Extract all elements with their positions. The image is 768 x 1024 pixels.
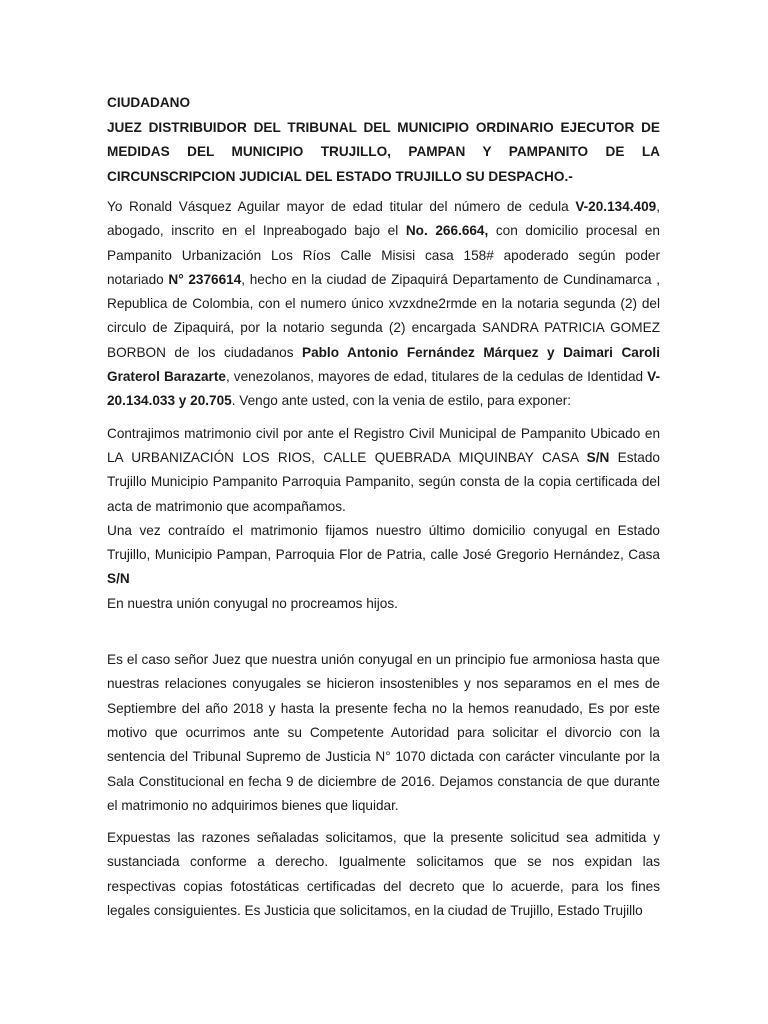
p3-sn: S/N bbox=[107, 571, 130, 587]
p1-text-3: con domicilio procesal en Pampanito Urbanización Los Ríos Calle Misisi casa 158# apoderado según poder notariado bbox=[107, 223, 660, 287]
paragraph-separation: Es el caso señor Juez que nuestra unión conyugal en un principio fue armoniosa hasta que nuestras relaciones conyugales se hicieron insostenibles y nos separamos en el mes de Septiembre del año 2018 y hasta la presente fecha no la hemos reanudado, Es por este motivo que ocurrimos ante su Competente Autoridad para solicitar el divorcio con la sentencia del Tribunal Supremo de Justicia N° 1070 dictada con carácter vinculante por la Sala Constitucional en fecha 9 de diciembre de 2016. Dejamos constancia de que durante el matrimonio no adquirimos bienes que liquidar. bbox=[107, 652, 660, 813]
p3-text-1: Una vez contraído el matrimonio fijamos nuestro último domicilio conyugal en Estado Trujillo, Municipio Pampan, Parroquia Flor de Patria, calle José Gregorio Hernández, Casa bbox=[107, 522, 660, 563]
paragraph-children: En nuestra unión conyugal no procreamos hijos. bbox=[107, 595, 398, 611]
header-line-2: JUEZ DISTRIBUIDOR DEL TRIBUNAL DEL MUNICIPIO ORDINARIO EJECUTOR DE bbox=[107, 119, 660, 135]
header-line-1: CIUDADANO bbox=[107, 95, 191, 110]
header-line-3: MEDIDAS DEL MUNICIPIO TRUJILLO, PAMPAN Y PAMPANITO DE LA bbox=[107, 144, 660, 159]
p1-text-5: , venezolanos, mayores de edad, titulares de la cedulas de Identidad bbox=[225, 369, 648, 385]
blank-line bbox=[107, 616, 660, 640]
p1-client-names: Pablo Antonio Fernández Márquez y Daimari Caroli Graterol Barazarte bbox=[107, 344, 660, 385]
p1-text-6: . Vengo ante usted, con la venia de estilo, para exponer: bbox=[231, 393, 572, 409]
p1-client-cedulas: V-20.134.033 y 20.705 bbox=[107, 369, 661, 409]
p2-text-2: Estado Trujillo Municipio Pampanito Parroquia Pampanito, según consta de la copia certificada del acta de matrimonio que acompañamos. bbox=[107, 449, 660, 514]
p2-sn: S/N bbox=[586, 449, 610, 465]
p1-text-4: , hecho en la ciudad de Zipaquirá Departamento de Cundinamarca , Republica de Colombia, con el numero único xvzxdne2rmde en la notaria segunda (2) del circulo de Zipaquirá, por la notario segunda (2) encargada SANDRA PATRICIA GOMEZ BORBON de los ciudadanos bbox=[107, 271, 661, 360]
paragraph-marriage bbox=[107, 422, 660, 519]
paragraph-introduction bbox=[107, 195, 660, 414]
p1-text-1: Yo Ronald Vásquez Aguilar mayor de edad titular del número de cedula bbox=[107, 199, 576, 214]
p1-text-2: , abogado, inscrito en el Inpreabogado bajo el bbox=[107, 199, 660, 239]
addressee-header bbox=[107, 91, 660, 189]
p1-poder-number: N° 2376614 bbox=[168, 271, 242, 287]
header-line-4: CIRCUNSCRIPCION JUDICIAL DEL ESTADO TRUJILLO SU DESPACHO.- bbox=[107, 168, 573, 184]
paragraph-request: Expuestas las razones señaladas solicitamos, que la presente solicitud sea admitida y sustanciada conforme a derecho. Igualmente solicitamos que se nos expidan las respectivas copias fotostáticas certificadas del decreto que lo acuerde, para los fines legales consiguientes. Es Justicia que solicitamos, en la ciudad de Trujillo, Estado Trujillo bbox=[107, 830, 660, 919]
paragraph-domicile bbox=[107, 519, 660, 592]
p1-inpreabogado-number: No. 266.664, bbox=[405, 223, 489, 239]
p2-text-1: Contrajimos matrimonio civil por ante el Registro Civil Municipal de Pampanito Ubicado en LA URBANIZACIÓN LOS RIOS, CALLE QUEBRADA MIQUINBAY CASA bbox=[107, 425, 660, 465]
p1-cedula: V-20.134.409 bbox=[575, 199, 657, 214]
